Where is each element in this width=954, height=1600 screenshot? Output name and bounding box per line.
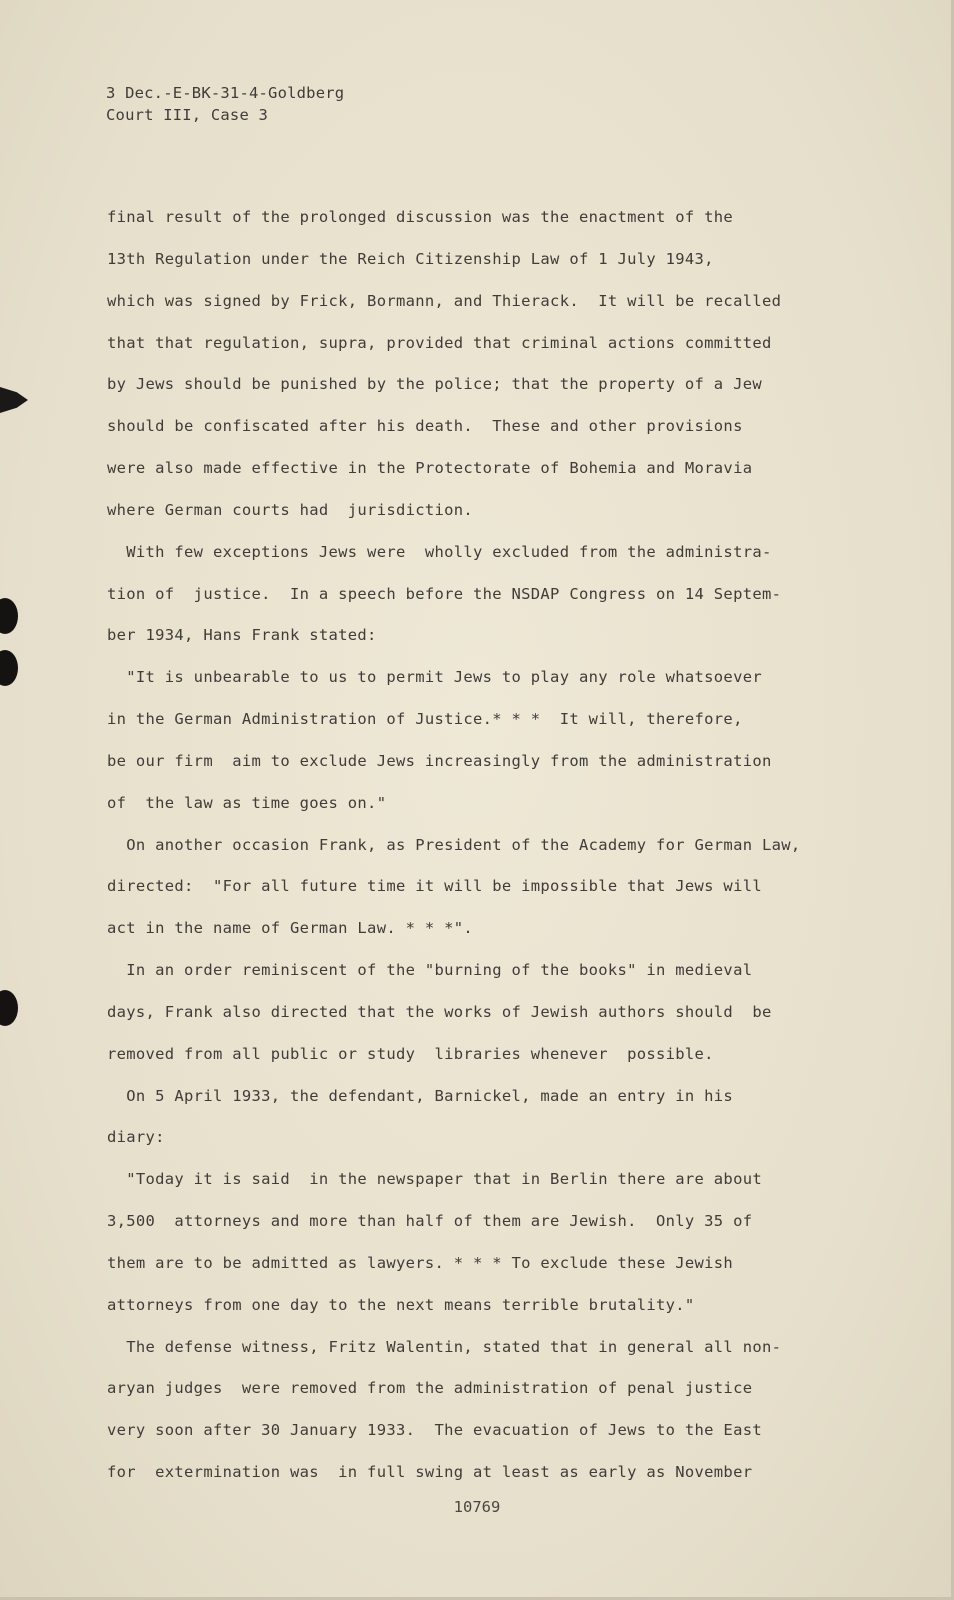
text-line: "Today it is said in the newspaper that in Berlin there are about <box>107 1170 762 1188</box>
court-line: Court III, Case 3 <box>106 106 269 124</box>
text-line: final result of the prolonged discussion was the enactment of the <box>107 208 734 226</box>
document-header <box>106 82 344 126</box>
text-line: On another occasion Frank, as President of the Academy for German Law, <box>107 836 801 854</box>
text-line: were also made effective in the Protectorate of Bohemia and Moravia <box>107 459 753 477</box>
binding-notch <box>0 387 28 413</box>
text-line: removed from all public or study libraries whenever possible. <box>107 1045 714 1063</box>
text-line: of the law as time goes on." <box>107 794 387 812</box>
text-line: ber 1934, Hans Frank stated: <box>107 626 377 644</box>
text-line: diary: <box>107 1128 165 1146</box>
text-line: be our firm aim to exclude Jews increasingly from the administration <box>107 752 772 770</box>
punch-hole <box>0 990 18 1026</box>
text-line: In an order reminiscent of the "burning of the books" in medieval <box>107 961 753 979</box>
reference-line: 3 Dec.-E-BK-31-4-Goldberg <box>106 84 345 102</box>
text-line: very soon after 30 January 1933. The evacuation of Jews to the East <box>107 1421 762 1439</box>
text-line: in the German Administration of Justice.* * * It will, therefore, <box>107 710 743 728</box>
text-line: that that regulation, supra, provided that criminal actions committed <box>107 334 772 352</box>
text-line: them are to be admitted as lawyers. * * * To exclude these Jewish <box>107 1254 734 1272</box>
punch-hole <box>0 650 18 686</box>
text-line: days, Frank also directed that the works of Jewish authors should be <box>107 1003 772 1021</box>
text-line: On 5 April 1933, the defendant, Barnickel, made an entry in his <box>107 1087 734 1105</box>
text-line: With few exceptions Jews were wholly excluded from the administra- <box>107 543 772 561</box>
punch-hole <box>0 598 18 634</box>
text-line: 13th Regulation under the Reich Citizenship Law of 1 July 1943, <box>107 250 714 268</box>
page-number: 10769 <box>453 1498 501 1516</box>
text-line: aryan judges were removed from the administration of penal justice <box>107 1379 753 1397</box>
text-line: by Jews should be punished by the police; that the property of a Jew <box>107 375 762 393</box>
text-line: which was signed by Frick, Bormann, and Thierack. It will be recalled <box>107 292 782 310</box>
text-line: "It is unbearable to us to permit Jews to play any role whatsoever <box>107 668 762 686</box>
text-line: should be confiscated after his death. These and other provisions <box>107 417 743 435</box>
text-line: attorneys from one day to the next means terrible brutality." <box>107 1296 695 1314</box>
text-line: The defense witness, Fritz Walentin, stated that in general all non- <box>107 1338 782 1356</box>
text-line: where German courts had jurisdiction. <box>107 501 474 519</box>
text-line: tion of justice. In a speech before the NSDAP Congress on 14 Septem- <box>107 585 782 603</box>
text-line: 3,500 attorneys and more than half of them are Jewish. Only 35 of <box>107 1212 753 1230</box>
text-line: for extermination was in full swing at least as early as November <box>107 1463 753 1481</box>
text-line: act in the name of German Law. * * *". <box>107 919 474 937</box>
text-line: directed: "For all future time it will be impossible that Jews will <box>107 877 762 895</box>
